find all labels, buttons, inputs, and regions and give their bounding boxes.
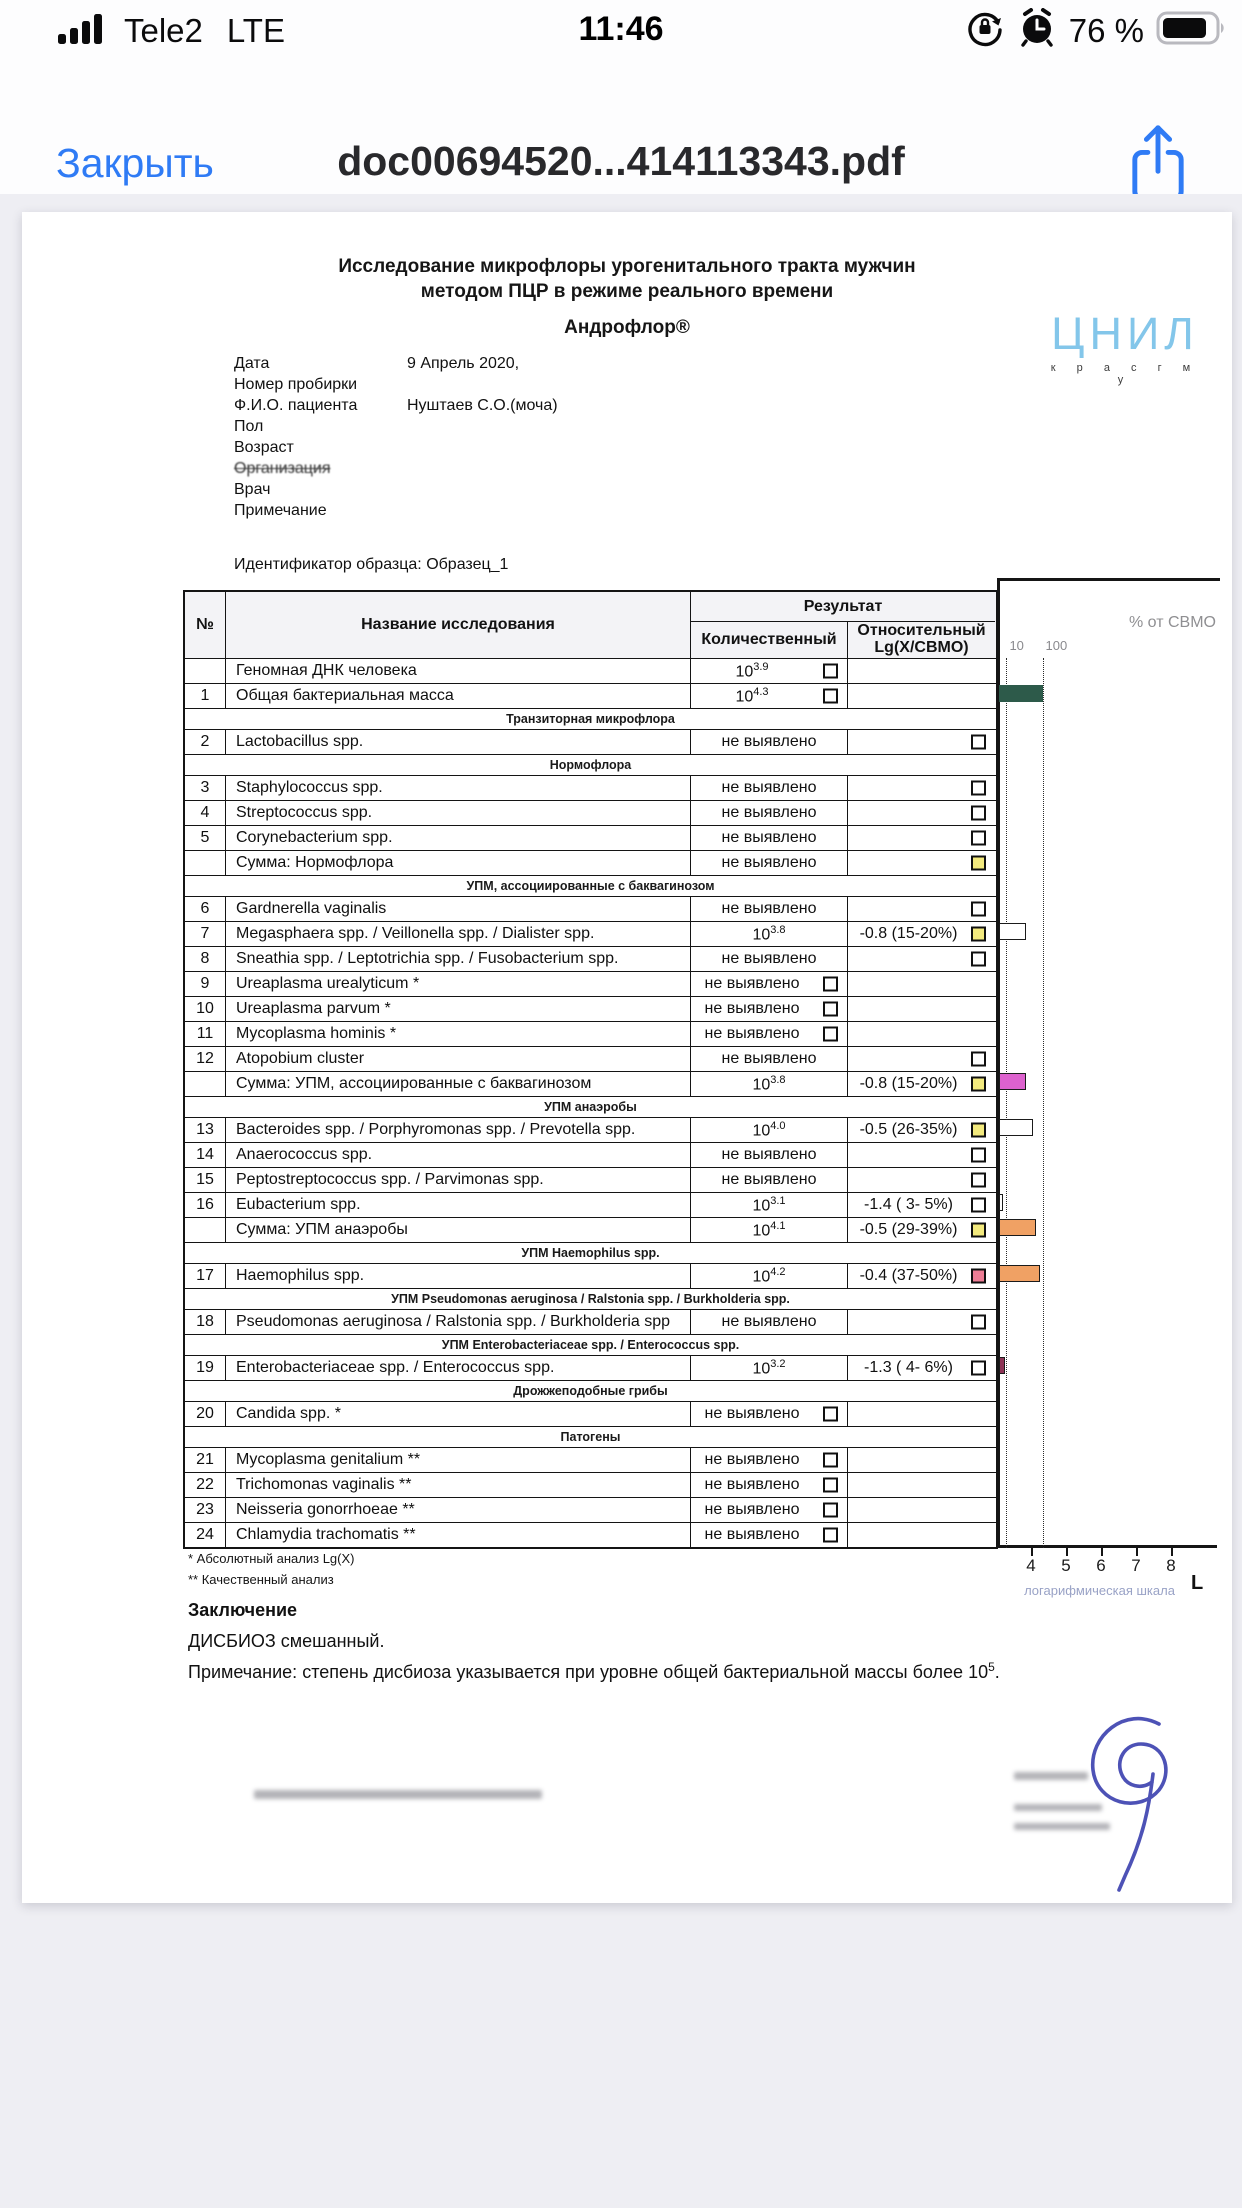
cell-quantitative-result: не выявлено [691,1168,848,1192]
cell-quantitative-result: не выявлено [691,1022,848,1046]
table-row [185,1167,996,1192]
conclusion-text: ДИСБИОЗ смешанный. [188,1631,385,1651]
section-label: УПМ анаэробы [544,1100,637,1114]
patient-field-row [234,500,558,521]
chart-axis-tick [1031,1548,1033,1556]
cell-row-number [185,1072,226,1096]
table-row [185,1117,996,1142]
cell-row-number: 15 [185,1168,226,1192]
result-checkbox [971,1223,986,1238]
cell-relative-result [848,997,995,1021]
cell-quantitative-result: не выявлено [691,997,848,1021]
footnote-qualitative: ** Качественный анализ [188,1572,334,1587]
status-bar [0,0,1242,56]
cell-relative-result [848,659,995,683]
illegible-text-line [254,1790,542,1799]
cell-quantitative-result: не выявлено [691,801,848,825]
clock-label: 11:46 [578,10,664,48]
result-checkbox [971,856,986,871]
cell-row-number: 22 [185,1473,226,1497]
cell-row-number: 8 [185,947,226,971]
result-checkbox [823,1027,838,1042]
chart-axis-tick [1066,1548,1068,1556]
cell-relative-result [848,972,995,996]
field-label: Дата [234,354,270,372]
chart-bar [999,1219,1036,1236]
cell-relative-result [848,730,995,754]
cell-test-name: Candida spp. * [226,1402,691,1426]
chart-axis-tick [1136,1548,1138,1556]
result-checkbox [823,664,838,679]
result-checkbox [823,1453,838,1468]
cell-relative-result: -1.4 ( 3- 5%) [848,1193,995,1217]
chart-axis-tick-label: 6 [1096,1556,1106,1575]
table-row [185,1021,996,1046]
field-label: Пол [234,417,264,435]
section-label: Нормофлора [549,758,632,772]
result-checkbox [971,1052,986,1067]
chart-axis-tick [1101,1548,1103,1556]
battery-percent-label: 76 % [1068,11,1144,49]
cell-relative-result [848,1022,995,1046]
cell-test-name: Сумма: УПМ анаэробы [226,1218,691,1242]
cell-test-name: Sneathia spp. / Leptotrichia spp. / Fusobacterium spp. [226,947,691,971]
result-checkbox [971,1077,986,1092]
cell-test-name: Enterobacteriaceae spp. / Enterococcus spp. [226,1356,691,1380]
table-section-row [185,1096,996,1117]
result-checkbox [971,1123,986,1138]
close-button[interactable]: Закрыть [56,140,214,186]
cell-row-number: 9 [185,972,226,996]
cell-quantitative-result: $10^{3.8}$ [691,922,848,946]
cell-quantitative-result: $10^{3.8}$ [691,1072,848,1096]
table-section-row [185,875,996,896]
carrier-label: Tele2 [124,11,203,49]
chart-bar [999,1357,1005,1374]
cell-quantitative-result: не выявлено [691,1498,848,1522]
result-checkbox [971,952,986,967]
cell-test-name: Trichomonas vaginalis ** [226,1473,691,1497]
field-label: Ф.И.О. пациента [234,396,358,414]
field-label: Номер пробирки [234,375,358,393]
field-label: Организация [234,459,331,477]
table-row [185,825,996,850]
patient-field-row [234,458,558,479]
cell-row-number [185,1218,226,1242]
cell-quantitative-result: не выявлено [691,730,848,754]
sample-id-label: Идентификатор образца: Образец_1 [234,556,509,573]
header-result: Результат [691,592,995,622]
cell-row-number: 17 [185,1264,226,1288]
result-checkbox [971,735,986,750]
cell-quantitative-result: не выявлено [691,972,848,996]
cell-relative-result [848,826,995,850]
cell-quantitative-result: не выявлено [691,947,848,971]
patient-field-row [234,479,558,500]
section-label: УПМ Enterobacteriaceae spp. / Enterococcus spp. [441,1338,740,1352]
cell-relative-result: -1.3 ( 4- 6%) [848,1356,995,1380]
chart-axis-label: логарифмическая шкала [1024,1583,1175,1598]
cell-row-number: 11 [185,1022,226,1046]
cell-quantitative-result: не выявлено [691,1448,848,1472]
section-label: Патогены [560,1430,621,1444]
table-row [185,921,996,946]
cell-relative-result [848,1143,995,1167]
cell-relative-result: -0.5 (26-35%) [848,1118,995,1142]
lab-logo-text: ЦНИЛ [1051,308,1199,359]
header-quantitative: Количественный [691,622,848,658]
chart-axis-tick-label: 4 [1026,1556,1036,1575]
cell-quantitative-result: не выявлено [691,1143,848,1167]
table-section-row [185,1426,996,1447]
table-row [185,896,996,921]
chart-bar [999,1119,1033,1136]
chart-bar [999,1194,1003,1211]
chart-axis-tick-label: 8 [1166,1556,1176,1575]
cell-quantitative-result: $10^{3.9}$ [691,659,848,683]
cell-quantitative-result: $10^{4.1}$ [691,1218,848,1242]
table-row [185,946,996,971]
patient-fields [234,353,558,521]
cell-test-name: Neisseria gonorrhoeae ** [226,1498,691,1522]
result-checkbox [971,1173,986,1188]
result-checkbox [971,1148,986,1163]
cell-test-name: Megasphaera spp. / Veillonella spp. / Dialister spp. [226,922,691,946]
cell-row-number: 3 [185,776,226,800]
cell-row-number: 7 [185,922,226,946]
chart-gridline-label: 10 [1009,638,1024,653]
alarm-icon [1017,8,1057,53]
conclusion-heading: Заключение [188,1600,298,1620]
patient-field-row [234,395,558,416]
pdf-page [22,212,1232,1903]
battery-icon [1156,10,1228,51]
cell-relative-result: -0.8 (15-20%) [848,922,995,946]
field-value: Нуштаев С.О.(моча) [407,396,558,414]
cell-relative-result [848,776,995,800]
cell-test-name: Общая бактериальная масса [226,684,691,708]
cell-test-name: Haemophilus spp. [226,1264,691,1288]
chart-bar [999,685,1043,702]
cell-row-number: 6 [185,897,226,921]
report-title-line2: методом ПЦР в режиме реального времени [420,281,834,302]
footnote-absolute: * Абсолютный анализ Lg(X) [188,1551,355,1566]
result-checkbox [971,831,986,846]
table-row [185,1497,996,1522]
result-checkbox [971,806,986,821]
pdf-viewer-nav-bar [0,56,1242,194]
chart-axis-tick [1171,1548,1173,1556]
table-row [185,1447,996,1472]
result-checkbox [971,927,986,942]
patient-field-row [234,416,558,437]
result-checkbox [823,977,838,992]
patient-field-row [234,374,558,395]
header-num: № [185,592,226,658]
field-label: Возраст [234,438,294,456]
field-label: Врач [234,480,271,498]
report-title-line1: Исследование микрофлоры урогенитального тракта мужчин [338,256,916,277]
results-table-header [185,592,996,658]
chart-bar [999,1265,1040,1282]
cell-quantitative-result: не выявлено [691,1523,848,1547]
cell-quantitative-result: $10^{3.2}$ [691,1356,848,1380]
table-row [185,1309,996,1334]
cell-quantitative-result: не выявлено [691,1473,848,1497]
cell-test-name: Ureaplasma urealyticum * [226,972,691,996]
patient-field-row [234,437,558,458]
chart-bar [999,923,1026,940]
header-name: Название исследования [226,592,691,658]
cell-row-number [185,659,226,683]
chart-axis-unit: L [1191,1572,1204,1594]
cell-test-name: Peptostreptococcus spp. / Parvimonas spp. [226,1168,691,1192]
section-label: УПМ, ассоциированные с баквагинозом [466,879,715,893]
section-label: УПМ Pseudomonas aeruginosa / Ralstonia spp. / Burkholderia spp. [391,1292,790,1306]
field-label: Примечание [234,501,327,519]
cell-row-number: 19 [185,1356,226,1380]
cell-relative-result [848,1473,995,1497]
document-title: doc00694520...414113343.pdf [337,138,905,184]
table-row [185,775,996,800]
result-checkbox [823,1528,838,1543]
cell-row-number: 2 [185,730,226,754]
table-row [185,800,996,825]
results-table [183,590,998,1549]
field-value: 9 Апрель 2020, [407,354,520,372]
cell-relative-result: -0.5 (29-39%) [848,1218,995,1242]
cell-row-number: 1 [185,684,226,708]
cell-quantitative-result: не выявлено [691,1310,848,1334]
cell-row-number: 14 [185,1143,226,1167]
cell-relative-result [848,1402,995,1426]
chart-gridline [1006,658,1007,1548]
network-type-label: LTE [226,11,285,49]
cell-test-name: Staphylococcus spp. [226,776,691,800]
chart-gridline-label: 100 [1045,638,1068,653]
cell-test-name: Сумма: УПМ, ассоциированные с баквагинозом [226,1072,691,1096]
table-row [185,971,996,996]
doctor-signature [1067,1712,1207,1902]
cell-test-name: Corynebacterium spp. [226,826,691,850]
cell-quantitative-result: $10^{4.2}$ [691,1264,848,1288]
table-section-row [185,1288,996,1309]
cell-row-number: 20 [185,1402,226,1426]
cell-test-name: Mycoplasma hominis * [226,1022,691,1046]
table-section-row [185,1334,996,1355]
chart-top-border [997,578,1220,581]
cell-relative-result [848,851,995,875]
rotation-lock-icon [965,8,1005,53]
cell-relative-result [848,1047,995,1071]
cell-relative-result [848,1168,995,1192]
cell-row-number: 5 [185,826,226,850]
cell-relative-result [848,947,995,971]
table-row [185,1046,996,1071]
cell-quantitative-result: $10^{3.1}$ [691,1193,848,1217]
result-checkbox [823,1407,838,1422]
table-section-row [185,708,996,729]
table-row [185,1192,996,1217]
cell-row-number: 23 [185,1498,226,1522]
chart-axis-tick-label: 5 [1061,1556,1071,1575]
chart-left-border [997,578,1000,1548]
cell-quantitative-result: не выявлено [691,897,848,921]
cell-test-name: Gardnerella vaginalis [226,897,691,921]
table-row [185,1522,996,1547]
chart-axis-tick-label: 7 [1131,1556,1141,1575]
cell-row-number: 18 [185,1310,226,1334]
cell-quantitative-result: не выявлено [691,851,848,875]
table-row [185,1071,996,1096]
cell-test-name: Streptococcus spp. [226,801,691,825]
cell-test-name: Atopobium cluster [226,1047,691,1071]
result-checkbox [971,902,986,917]
conclusion-note: Примечание: степень дисбиоза указывается при уровне общей бактериальной массы более $10^5$. [188,1660,1000,1682]
cell-test-name: Anaerococcus spp. [226,1143,691,1167]
table-row [185,1217,996,1242]
table-row [185,1142,996,1167]
cell-row-number: 21 [185,1448,226,1472]
cell-relative-result: -0.4 (37-50%) [848,1264,995,1288]
table-row [185,1355,996,1380]
cell-row-number: 16 [185,1193,226,1217]
table-row [185,658,996,683]
lab-logo [1040,308,1210,386]
chart-title: % от СВМО [1129,614,1216,631]
table-row [185,1263,996,1288]
cell-row-number: 12 [185,1047,226,1071]
result-checkbox [823,1002,838,1017]
cell-test-name: Lactobacillus spp. [226,730,691,754]
pdf-scroll-area[interactable] [0,194,1242,2208]
result-checkbox [971,1361,986,1376]
table-row [185,850,996,875]
table-section-row [185,754,996,775]
cell-row-number [185,851,226,875]
cell-relative-result [848,1448,995,1472]
cell-test-name: Геномная ДНК человека [226,659,691,683]
cell-relative-result [848,684,995,708]
cell-relative-result [848,897,995,921]
cell-row-number: 24 [185,1523,226,1547]
cell-quantitative-result: не выявлено [691,1047,848,1071]
result-checkbox [971,781,986,796]
result-checkbox [823,1503,838,1518]
lab-logo-subtext: к р а с г м у [1050,362,1200,386]
result-checkbox [823,1478,838,1493]
cell-test-name: Сумма: Нормофлора [226,851,691,875]
cell-quantitative-result: $10^{4.0}$ [691,1118,848,1142]
table-section-row [185,1242,996,1263]
cell-quantitative-result: не выявлено [691,1402,848,1426]
table-row [185,729,996,754]
cell-row-number: 10 [185,997,226,1021]
cell-test-name: Pseudomonas aeruginosa / Ralstonia spp. / Burkholderia spp [226,1310,691,1334]
header-relative: Относительный Lg(X/СВМО) [857,622,986,656]
cell-quantitative-result: $10^{4.3}$ [691,684,848,708]
table-row [185,996,996,1021]
cell-test-name: Ureaplasma parvum * [226,997,691,1021]
chart-bar [999,1073,1026,1090]
table-row [185,683,996,708]
cell-relative-result: -0.8 (15-20%) [848,1072,995,1096]
section-label: Транзиторная микрофлора [506,712,675,726]
cell-relative-result [848,801,995,825]
cell-row-number: 4 [185,801,226,825]
cbmo-percent-chart [997,578,1220,1608]
section-label: Дрожжеподобные грибы [513,1384,668,1398]
cell-test-name: Mycoplasma genitalium ** [226,1448,691,1472]
cell-relative-result [848,1498,995,1522]
cell-quantitative-result: не выявлено [691,826,848,850]
cell-test-name: Eubacterium spp. [226,1193,691,1217]
cell-relative-result [848,1310,995,1334]
cell-relative-result [848,1523,995,1547]
result-checkbox [971,1198,986,1213]
table-row [185,1401,996,1426]
cell-test-name: Bacteroides spp. / Porphyromonas spp. / Prevotella spp. [226,1118,691,1142]
cell-test-name: Chlamydia trachomatis ** [226,1523,691,1547]
section-label: УПМ Haemophilus spp. [521,1246,660,1260]
chart-gridline [1043,658,1044,1548]
table-section-row [185,1380,996,1401]
table-row [185,1472,996,1497]
report-subtitle: Андрофлор® [564,317,690,338]
result-checkbox [971,1315,986,1330]
cell-row-number: 13 [185,1118,226,1142]
result-checkbox [823,689,838,704]
patient-field-row [234,353,558,374]
result-checkbox [971,1269,986,1284]
cell-quantitative-result: не выявлено [691,776,848,800]
